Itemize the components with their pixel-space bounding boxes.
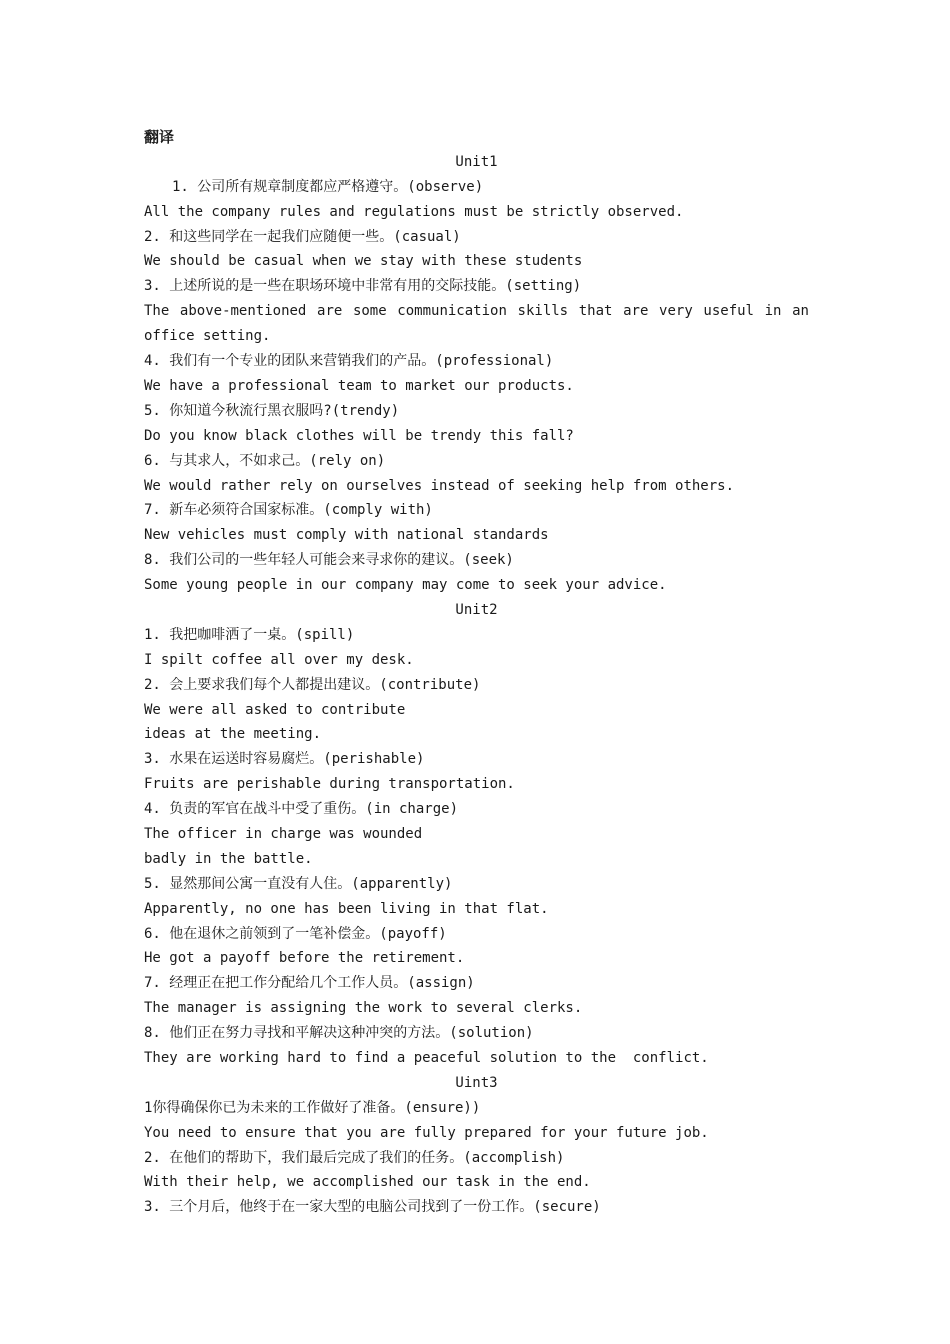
unit3-item2-zh: 2. 在他们的帮助下，我们最后完成了我们的任务。(accomplish) bbox=[144, 1149, 565, 1166]
unit2-item2-en: We were all asked to contribute bbox=[144, 701, 406, 718]
unit2-item2-zh: 2. 会上要求我们每个人都提出建议。(contribute) bbox=[144, 676, 481, 693]
unit2-item2-en-cont: ideas at the meeting. bbox=[144, 726, 322, 743]
unit1-item3-en: The above-mentioned are some communication skills that are very useful in an office setting. bbox=[144, 303, 809, 345]
unit3-item2-en: With their help, we accomplished our task in the end. bbox=[144, 1174, 591, 1191]
unit2-heading: Unit2 bbox=[455, 601, 498, 618]
unit1-item4-zh: 4. 我们有一个专业的团队来营销我们的产品。(professional) bbox=[144, 353, 554, 370]
unit1-item5-en: Do you know black clothes will be trendy this fall? bbox=[144, 427, 574, 444]
document-body bbox=[144, 125, 809, 1220]
unit2-item6-en: He got a payoff before the retirement. bbox=[144, 950, 465, 967]
unit1-item4-en: We have a professional team to market our products. bbox=[144, 377, 574, 394]
unit1-item5-zh: 5. 你知道今秋流行黑衣服吗?(trendy) bbox=[144, 402, 400, 419]
unit1-item2-en: We should be casual when we stay with these students bbox=[144, 253, 583, 270]
unit2-item1-zh: 1. 我把咖啡洒了一桌。(spill) bbox=[144, 626, 355, 643]
unit1-item6-en: We would rather rely on ourselves instead of seeking help from others. bbox=[144, 477, 735, 494]
unit2-item7-en: The manager is assigning the work to several clerks. bbox=[144, 1000, 583, 1017]
unit2-item7-zh: 7. 经理正在把工作分配给几个工作人员。(assign) bbox=[144, 975, 475, 992]
unit2-item6-zh: 6. 他在退休之前领到了一笔补偿金。(payoff) bbox=[144, 925, 447, 942]
unit3-item1-en: You need to ensure that you are fully prepared for your future job. bbox=[144, 1124, 709, 1141]
unit2-item4-en-cont: badly in the battle. bbox=[144, 850, 313, 867]
unit1-item8-zh: 8. 我们公司的一些年轻人可能会来寻求你的建议。(seek) bbox=[144, 552, 514, 569]
page-title: 翻译 bbox=[144, 128, 175, 146]
unit2-item8-zh: 8. 他们正在努力寻找和平解决这种冲突的方法。(solution) bbox=[144, 1025, 534, 1042]
unit1-item6-zh: 6. 与其求人，不如求己。(rely on) bbox=[144, 452, 386, 469]
unit2-item3-en: Fruits are perishable during transportation. bbox=[144, 776, 515, 793]
unit1-item7-zh: 7. 新车必须符合国家标准。(comply with) bbox=[144, 502, 433, 519]
unit1-item7-en: New vehicles must comply with national standards bbox=[144, 527, 549, 544]
unit2-item4-en: The officer in charge was wounded bbox=[144, 825, 423, 842]
unit1-item1-en: All the company rules and regulations must be strictly observed. bbox=[144, 203, 684, 220]
unit1-item2-zh: 2. 和这些同学在一起我们应随便一些。(casual) bbox=[144, 228, 461, 245]
unit1-heading: Unit1 bbox=[455, 153, 498, 170]
unit3-item1-zh: 1你得确保你已为未来的工作做好了准备。(ensure)) bbox=[144, 1099, 481, 1116]
unit3-heading: Uint3 bbox=[455, 1074, 498, 1091]
unit2-item5-zh: 5. 显然那间公寓一直没有人住。(apparently) bbox=[144, 875, 453, 892]
unit2-item5-en: Apparently, no one has been living in that flat. bbox=[144, 900, 549, 917]
unit2-item8-en: They are working hard to find a peaceful solution to the conflict. bbox=[144, 1049, 709, 1066]
unit1-item1-zh: 1. 公司所有规章制度都应严格遵守。(observe) bbox=[172, 178, 484, 195]
unit2-item4-zh: 4. 负责的军官在战斗中受了重伤。(in charge) bbox=[144, 801, 459, 818]
unit3-item3-zh: 3. 三个月后，他终于在一家大型的电脑公司找到了一份工作。(secure) bbox=[144, 1199, 601, 1216]
unit1-item3-zh: 3. 上述所说的是一些在职场环境中非常有用的交际技能。(setting) bbox=[144, 278, 582, 295]
unit1-item8-en: Some young people in our company may come to seek your advice. bbox=[144, 577, 667, 594]
unit2-item1-en: I spilt coffee all over my desk. bbox=[144, 651, 414, 668]
unit2-item3-zh: 3. 水果在运送时容易腐烂。(perishable) bbox=[144, 751, 425, 768]
